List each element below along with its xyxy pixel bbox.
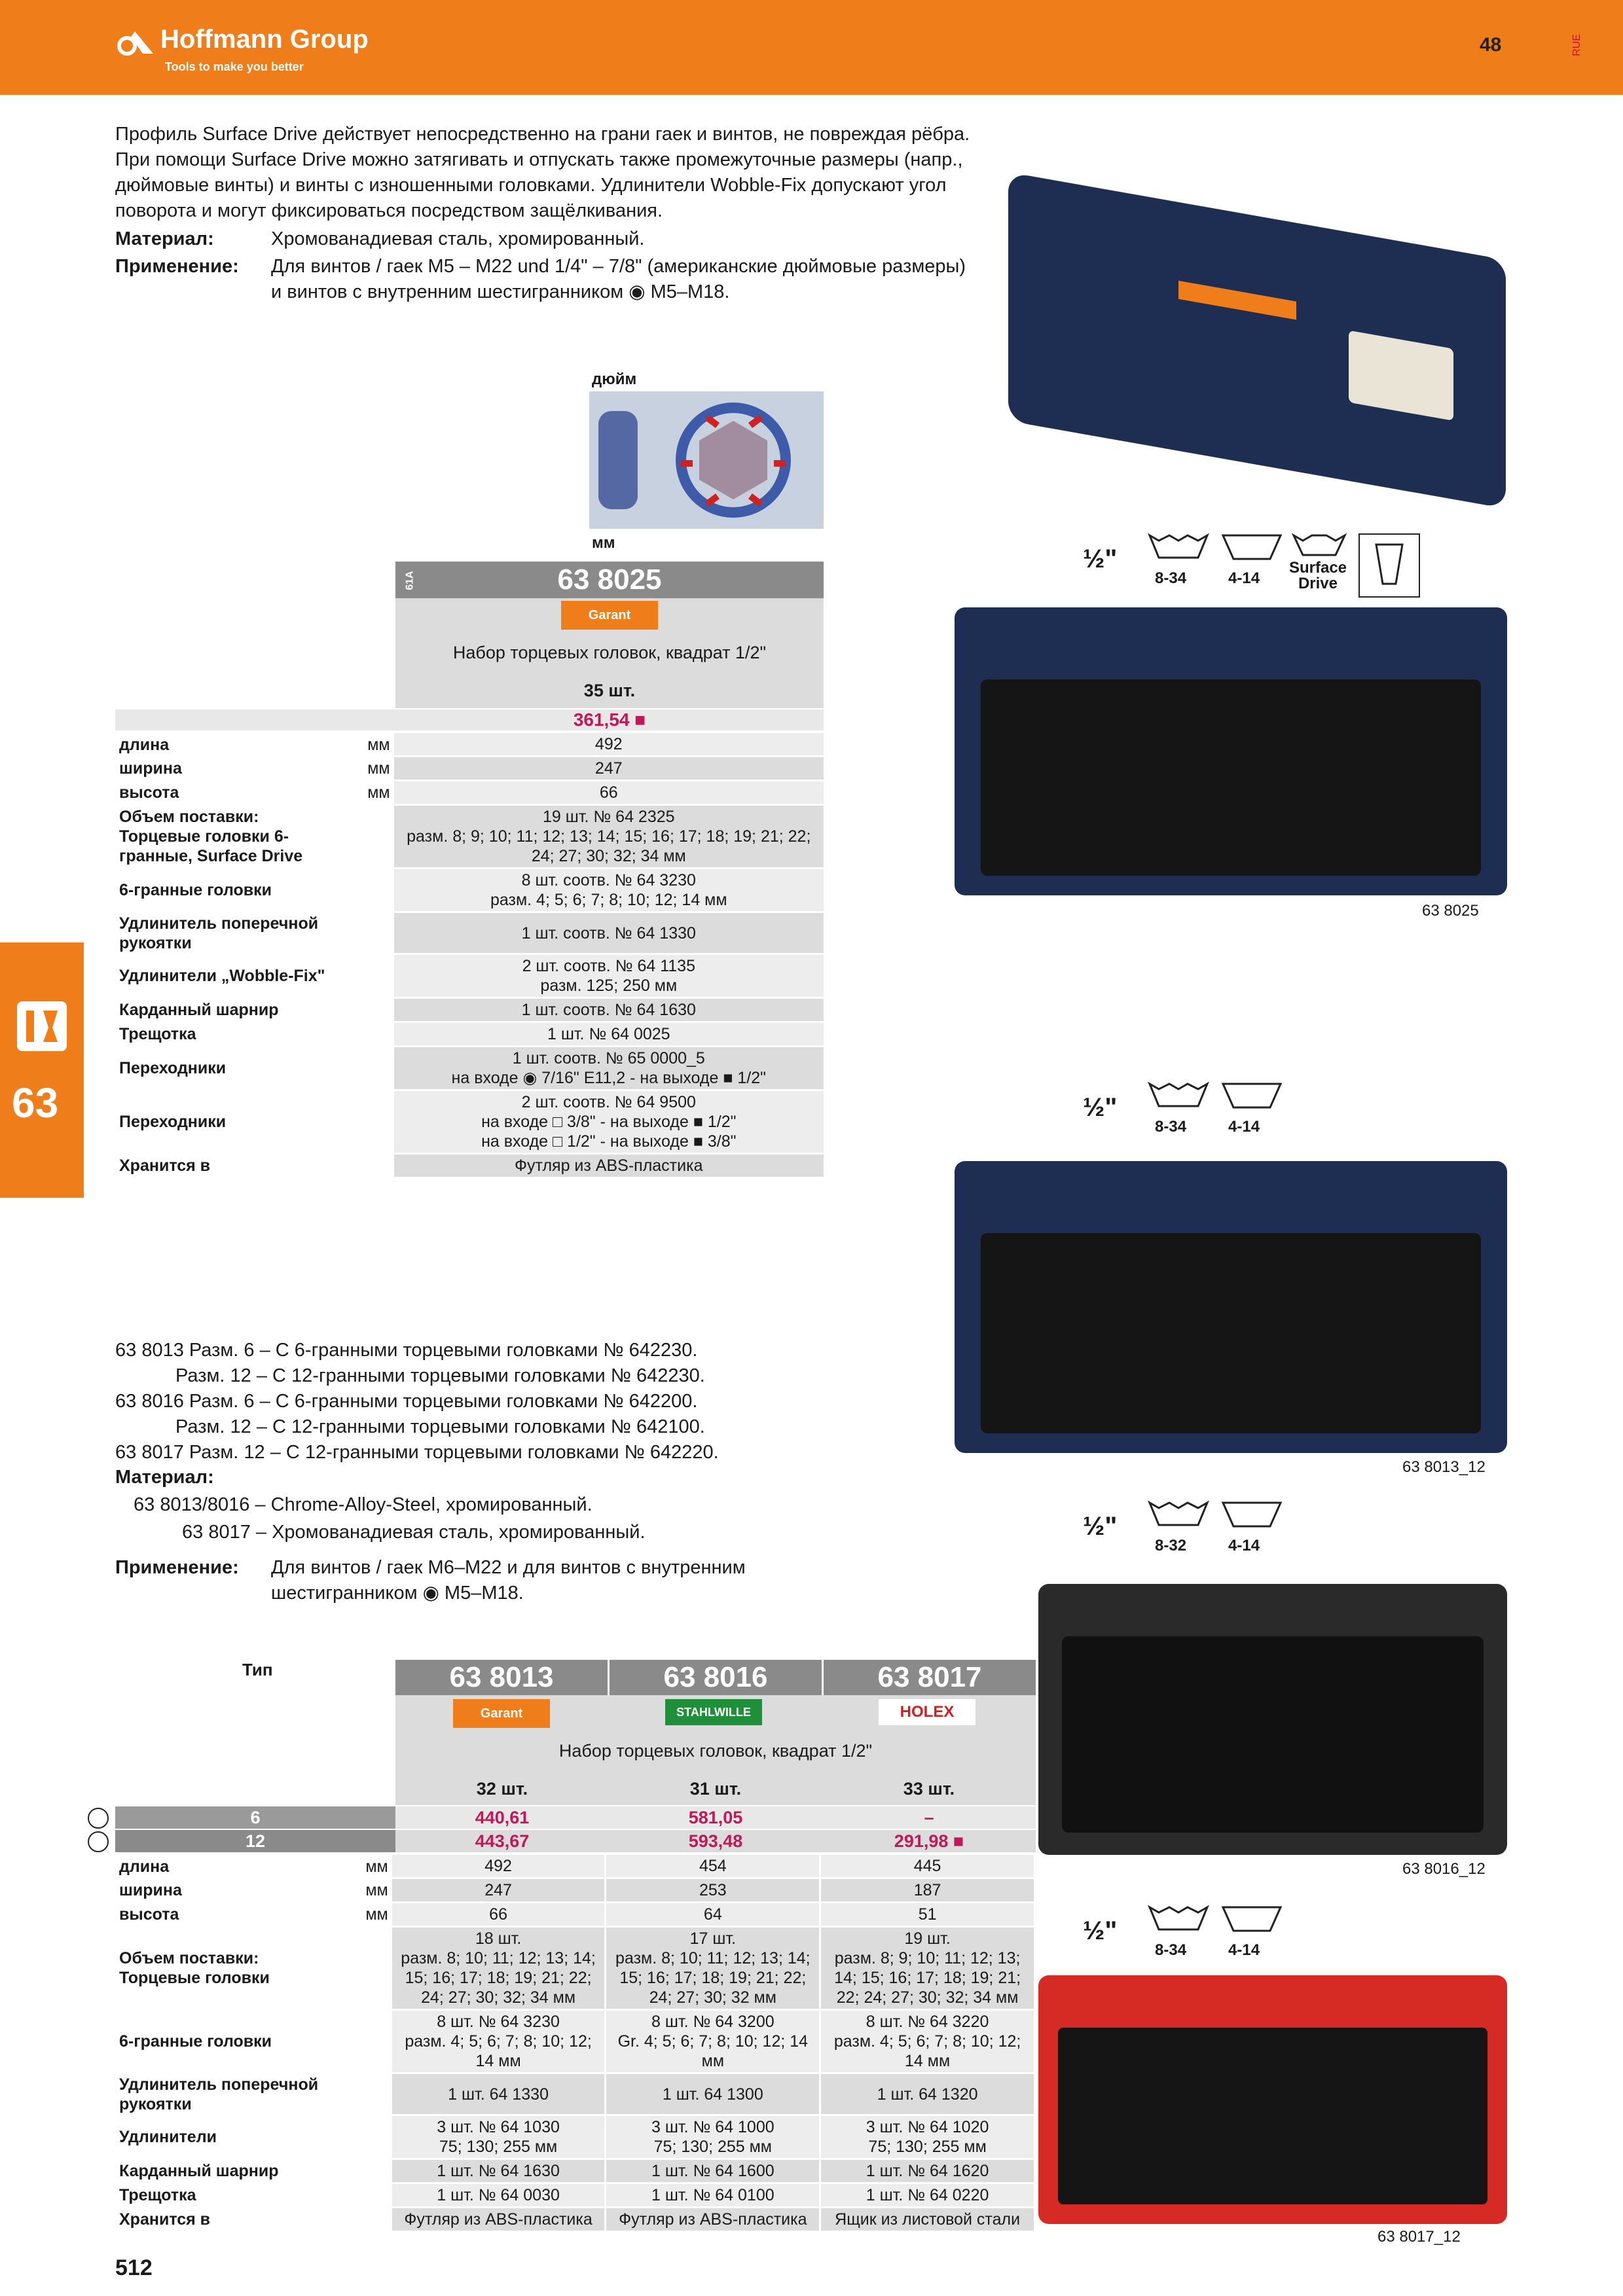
row-value: 492 — [394, 733, 824, 757]
intro-text: Профиль Surface Drive действует непосредственно на грани гаек и винтов, не повреждая рёбра. При помощи Surface Drive можно затягивать и отпускать также промежуточные размеры (напр., дюймовые винты) и винты с изношенными головками. Удлинители Wobble-Fix допускают угол поворота и могут фиксироваться посредством защёлкивания. — [115, 124, 970, 221]
table-row — [115, 1047, 824, 1090]
row-value: 454 — [606, 1855, 820, 1878]
symbols-row-3 — [1074, 1499, 1283, 1571]
table-row — [115, 805, 824, 869]
variant-line-4: Разм. 12 – С 12-гранными торцевыми головками № 642100. — [175, 1416, 705, 1437]
case-insert — [981, 679, 1481, 876]
radio-size-12[interactable] — [88, 1831, 109, 1852]
price12-3: 291,98 ■ — [822, 1830, 1036, 1852]
row-unit — [338, 1927, 392, 2010]
drive-size-4: ½" — [1083, 1916, 1118, 1945]
row-unit: мм — [367, 783, 390, 802]
row-value: 3 шт. № 64 1030 75; 130; 255 мм — [392, 2115, 606, 2159]
table1-code-small: 61A — [404, 571, 416, 590]
6-point-socket-icon — [1219, 1499, 1285, 1532]
row-value: 2 шт. соотв. № 64 9500 на входе □ 3/8" - на выходе ■ 1/2" на входе □ 1/2" - на выходе ■ 3/8" — [394, 1090, 824, 1154]
diagram-label-mm: мм — [592, 534, 615, 552]
row-unit — [338, 2010, 392, 2073]
price6-3: – — [822, 1806, 1036, 1829]
6-point-socket-icon — [1219, 531, 1285, 564]
row-label: Удлинитель поперечной рукоятки — [119, 2075, 319, 2113]
caption-4: 63 8017_12 — [1377, 2228, 1461, 2246]
brand-tagline: Tools to make you better — [165, 60, 304, 73]
application-value: Для винтов / гаек M5 – M22 und 1/4" – 7/8" (американские дюймовые размеры) и винтов с внутренним шестигранником ◉ M5–M18. — [271, 256, 966, 302]
case-insert — [1062, 1636, 1484, 1833]
case-photo-638025 — [955, 607, 1507, 895]
garant-logo-2: Garant — [453, 1699, 550, 1728]
row-value: 64 — [606, 1903, 820, 1927]
price12-1: 443,67 — [395, 1830, 609, 1852]
row-value: 8 шт. № 64 3200 Gr. 4; 5; 6; 7; 8; 10; 12; 14 мм — [606, 2010, 820, 2073]
caption-2: 63 8013_12 — [1402, 1458, 1486, 1476]
table2-code-header — [395, 1660, 1036, 1695]
row-value: 1 шт. № 64 0025 — [394, 1022, 824, 1047]
symbols-row-2 — [1074, 1080, 1283, 1152]
row-label: Объем поставки: Торцевые головки — [119, 1949, 270, 1987]
row-value: 8 шт. № 64 3220 разм. 4; 5; 6; 7; 8; 10; 12; 14 мм — [820, 2010, 1035, 2073]
price12-2: 593,48 — [609, 1830, 822, 1852]
drive-size-2: ½" — [1083, 1093, 1118, 1122]
row-value: 1 шт. № 64 1630 — [392, 2159, 606, 2183]
case-label — [1349, 331, 1453, 421]
size-12-label: 12 — [245, 1831, 266, 1851]
row-value: Футляр из ABS-пластика — [392, 2208, 606, 2232]
row-value: 18 шт. разм. 8; 10; 11; 12; 13; 14; 15; 16; 17; 18; 19; 21; 22; 24; 27; 30; 32; 34 мм — [392, 1927, 606, 2010]
row-label: Объем поставки: Торцевые головки 6-гранные, Surface Drive — [119, 808, 303, 865]
6-point-socket-icon — [1219, 1080, 1285, 1113]
row-value: 247 — [394, 757, 824, 781]
table2-code-3: 63 8017 — [877, 1661, 982, 1693]
table-row — [115, 2010, 1035, 2073]
drive-size-1: ½" — [1083, 545, 1118, 573]
garant-logo: Garant — [561, 601, 658, 630]
row-unit — [338, 2159, 392, 2183]
row-label: Карданный шарнир — [119, 1001, 279, 1019]
range-b-2: 4-14 — [1228, 1118, 1260, 1136]
row-value: 1 шт. № 64 0030 — [392, 2183, 606, 2208]
table1-code-header — [395, 562, 824, 598]
table2-pieces-2: 31 шт. — [689, 1779, 742, 1799]
table-row — [115, 2159, 1035, 2183]
row-unit — [338, 2073, 392, 2115]
caption-1: 63 8025 — [1422, 902, 1479, 920]
drive-size-3: ½" — [1083, 1512, 1118, 1541]
table-row — [115, 1878, 1035, 1903]
variant-line-5: 63 8017 Разм. 12 – С 12-гранными торцевыми головками № 642220. — [115, 1442, 719, 1463]
12-point-socket-icon — [1146, 1499, 1211, 1532]
table2-code-2: 63 8016 — [610, 1660, 824, 1695]
table1-price-row — [115, 709, 824, 730]
section2-material-1: 63 8013/8016 – Chrome-Alloy-Steel, хромированный. — [134, 1494, 593, 1515]
row-value: 19 шт. разм. 8; 9; 10; 11; 12; 13; 14; 15; 16; 17; 18; 19; 21; 22; 24; 27; 30; 32; 34 мм — [820, 1927, 1035, 2010]
row-label: Удлинители „Wobble-Fix" — [119, 967, 325, 985]
material-value: Хромованадиевая сталь, хромированный. — [271, 228, 645, 249]
table1-code: 63 8025 — [557, 564, 662, 596]
page-code: 48 — [1480, 34, 1502, 56]
row-label: Удлинители — [119, 2128, 217, 2146]
material-label: Материал: — [115, 228, 214, 249]
row-value: 445 — [820, 1855, 1035, 1878]
row-label: 6-гранные головки — [119, 2032, 272, 2051]
12-point-socket-icon — [1146, 1080, 1211, 1113]
row-label: Трещотка — [119, 1025, 196, 1043]
section2-application: Для винтов / гаек M6–M22 и для винтов с внутренним шестигранником ◉ M5–M18. — [271, 1557, 746, 1604]
case-insert — [981, 1233, 1481, 1433]
row-unit — [340, 805, 393, 869]
row-unit — [338, 2115, 392, 2159]
brand-name: Hoffmann Group — [160, 25, 369, 54]
row-value: 1 шт. № 64 0100 — [606, 2183, 820, 2208]
range-b-3: 4-14 — [1228, 1537, 1260, 1554]
row-value: 1 шт. соотв. № 65 0000_5 на входе ◉ 7/16" E11,2 - на выходе ■ 1/2" — [394, 1047, 824, 1090]
table2-type-label: Тип — [242, 1660, 273, 1679]
row-value: 1 шт. 64 1300 — [606, 2073, 820, 2115]
row-label: Карданный шарнир — [119, 2162, 279, 2180]
row-unit — [340, 869, 393, 912]
row-value: Футляр из ABS-пластика — [394, 1154, 824, 1178]
row-unit — [340, 1090, 393, 1154]
caption-3: 63 8016_12 — [1402, 1860, 1486, 1878]
row-label: Трещотка — [119, 2186, 196, 2204]
table-row — [115, 781, 824, 805]
row-unit — [338, 2183, 392, 2208]
table-row — [115, 2183, 1035, 2208]
case-insert — [1058, 2028, 1487, 2204]
table-row — [115, 869, 824, 912]
row-value: 51 — [820, 1903, 1035, 1927]
diagram-label-inch: дюйм — [592, 370, 637, 388]
table-row — [115, 912, 824, 954]
range-b-1: 4-14 — [1228, 569, 1260, 587]
table-row — [115, 1022, 824, 1047]
application-label: Применение: — [115, 256, 239, 277]
range-a-4: 8-34 — [1155, 1941, 1187, 1959]
row-value: 1 шт. № 64 1600 — [606, 2159, 820, 2183]
row-label: высота — [119, 783, 179, 802]
row-value: 3 шт. № 64 1020 75; 130; 255 мм — [820, 2115, 1035, 2159]
table-row — [115, 2115, 1035, 2159]
row-label: Хранится в — [119, 1157, 211, 1175]
table2-price12-row — [115, 1830, 1036, 1852]
row-value: 1 шт. № 64 1620 — [820, 2159, 1035, 2183]
logo-icon — [117, 27, 156, 56]
range-a-3: 8-32 — [1155, 1537, 1187, 1554]
row-value: 19 шт. № 64 2325 разм. 8; 9; 10; 11; 12; 13; 14; 15; 16; 17; 18; 19; 21; 22; 24; 27; 30; 32; 34 мм — [394, 805, 824, 869]
row-unit — [338, 2208, 392, 2232]
variant-line-2: Разм. 12 – С 12-гранными торцевыми головками № 642230. — [175, 1365, 705, 1386]
row-label: длина — [119, 735, 170, 754]
surface-drive-label: Surface Drive — [1288, 559, 1347, 592]
table1-pieces: 35 шт. — [583, 681, 636, 700]
12-point-socket-icon — [1146, 531, 1211, 564]
wobble-fix-icon — [1357, 531, 1422, 600]
row-value: 1 шт. 64 1330 — [392, 2073, 606, 2115]
row-value: 1 шт. № 64 0220 — [820, 2183, 1035, 2208]
section2-application-label: Применение: — [115, 1557, 239, 1578]
table-row — [115, 998, 824, 1022]
row-unit: мм — [367, 735, 390, 754]
chapter-tab — [0, 942, 84, 1198]
row-value: 1 шт. соотв. № 64 1330 — [394, 912, 824, 954]
table-row — [115, 1927, 1035, 2010]
variant-line-1: 63 8013 Разм. 6 – С 6-гранными торцевыми головками № 642230. — [115, 1340, 698, 1361]
table2-product-name: Набор торцевых головок, квадрат 1/2" — [558, 1741, 873, 1761]
tools-icon — [17, 1001, 67, 1051]
holex-logo: HOLEX — [879, 1699, 976, 1725]
table-row — [115, 1090, 824, 1154]
section2-material-2: 63 8017 – Хромованадиевая сталь, хромированный. — [182, 1522, 646, 1543]
table-row — [115, 1903, 1035, 1927]
case-brand-strip — [1178, 281, 1296, 320]
table1-product-name: Набор торцевых головок, квадрат 1/2" — [452, 643, 767, 662]
table2-code-1: 63 8013 — [395, 1660, 610, 1695]
table1-specs — [115, 733, 824, 1179]
row-value: Футляр из ABS-пластика — [606, 2208, 820, 2232]
row-value: 66 — [394, 781, 824, 805]
table2-price6-row — [115, 1806, 1036, 1829]
language-code: RUE — [1571, 34, 1582, 56]
row-label: ширина — [119, 1881, 182, 1899]
row-value: 253 — [606, 1878, 820, 1903]
table-row — [115, 1154, 824, 1178]
row-value: 247 — [392, 1878, 606, 1903]
page-number: 512 — [115, 2255, 153, 2280]
table-row — [115, 733, 824, 757]
row-value: 1 шт. 64 1320 — [820, 2073, 1035, 2115]
row-value: Ящик из листовой стали — [820, 2208, 1035, 2232]
price6-1: 440,61 — [395, 1806, 609, 1829]
table2-pieces-3: 33 шт. — [903, 1779, 955, 1799]
table-row — [115, 1855, 1035, 1878]
row-value: 2 шт. соотв. № 64 1135 разм. 125; 250 мм — [394, 954, 824, 998]
price6-2: 581,05 — [609, 1806, 822, 1829]
socket-profile-diagram — [589, 391, 824, 529]
row-unit — [340, 1047, 393, 1090]
section2-material-label: Материал: — [115, 1467, 214, 1488]
row-unit — [340, 1022, 393, 1047]
surface-drive-icon — [1290, 531, 1349, 560]
row-unit — [340, 998, 393, 1022]
row-label: длина — [119, 1857, 170, 1876]
closed-case-photo — [1008, 172, 1506, 509]
table2-specs — [115, 1855, 1036, 2233]
row-value: 187 — [820, 1878, 1035, 1903]
row-value: 17 шт. разм. 8; 10; 11; 12; 13; 14; 15; 16; 17; 18; 19; 21; 22; 24; 27; 30; 32 мм — [606, 1927, 820, 2010]
radio-size-6[interactable] — [88, 1808, 109, 1829]
case-photo-638017 — [1038, 1975, 1507, 2224]
chapter-number: 63 — [12, 1079, 59, 1126]
symbols-row-1 — [1074, 531, 1427, 603]
row-label: ширина — [119, 759, 182, 778]
row-label: Переходники — [119, 1059, 227, 1077]
variant-line-3: 63 8016 Разм. 6 – С 6-гранными торцевыми головками № 642200. — [115, 1391, 698, 1412]
row-label: Переходники — [119, 1113, 227, 1131]
12-point-socket-icon — [1146, 1903, 1211, 1936]
case-photo-638013 — [955, 1161, 1507, 1453]
row-unit — [340, 912, 393, 954]
table2-head-block — [395, 1695, 1036, 1805]
table-row — [115, 2073, 1035, 2115]
table-row — [115, 2208, 1035, 2232]
stahlwille-logo: STAHLWILLE — [665, 1699, 762, 1725]
case-photo-638016 — [1038, 1584, 1507, 1855]
row-unit: мм — [367, 759, 390, 778]
row-unit: мм — [365, 1857, 388, 1876]
row-unit — [340, 954, 393, 998]
row-value: 1 шт. соотв. № 64 1630 — [394, 998, 824, 1022]
row-label: Хранится в — [119, 2210, 211, 2229]
6-point-socket-icon — [1219, 1903, 1285, 1936]
row-unit: мм — [365, 1881, 388, 1899]
row-label: высота — [119, 1905, 179, 1924]
row-label: Удлинитель поперечной рукоятки — [119, 914, 319, 952]
table1-price: 361,54 ■ — [573, 709, 646, 730]
range-a-1: 8-34 — [1155, 569, 1187, 587]
table-row — [115, 757, 824, 781]
range-b-4: 4-14 — [1228, 1941, 1260, 1959]
row-unit — [340, 1154, 393, 1178]
row-value: 3 шт. № 64 1000 75; 130; 255 мм — [606, 2115, 820, 2159]
range-a-2: 8-34 — [1155, 1118, 1187, 1136]
table2-pieces-1: 32 шт. — [476, 1779, 528, 1799]
row-value: 8 шт. № 64 3230 разм. 4; 5; 6; 7; 8; 10; 12; 14 мм — [392, 2010, 606, 2073]
section2-lines — [115, 1338, 979, 1465]
table1-head-block — [395, 598, 824, 708]
row-value: 492 — [392, 1855, 606, 1878]
table-row — [115, 954, 824, 998]
symbols-row-4 — [1074, 1903, 1283, 1975]
row-value: 8 шт. соотв. № 64 3230 разм. 4; 5; 6; 7; 8; 10; 12; 14 мм — [394, 869, 824, 912]
size-6-label: 6 — [250, 1808, 261, 1827]
row-value: 66 — [392, 1903, 606, 1927]
row-unit: мм — [365, 1905, 388, 1924]
row-label: 6-гранные головки — [119, 881, 272, 899]
